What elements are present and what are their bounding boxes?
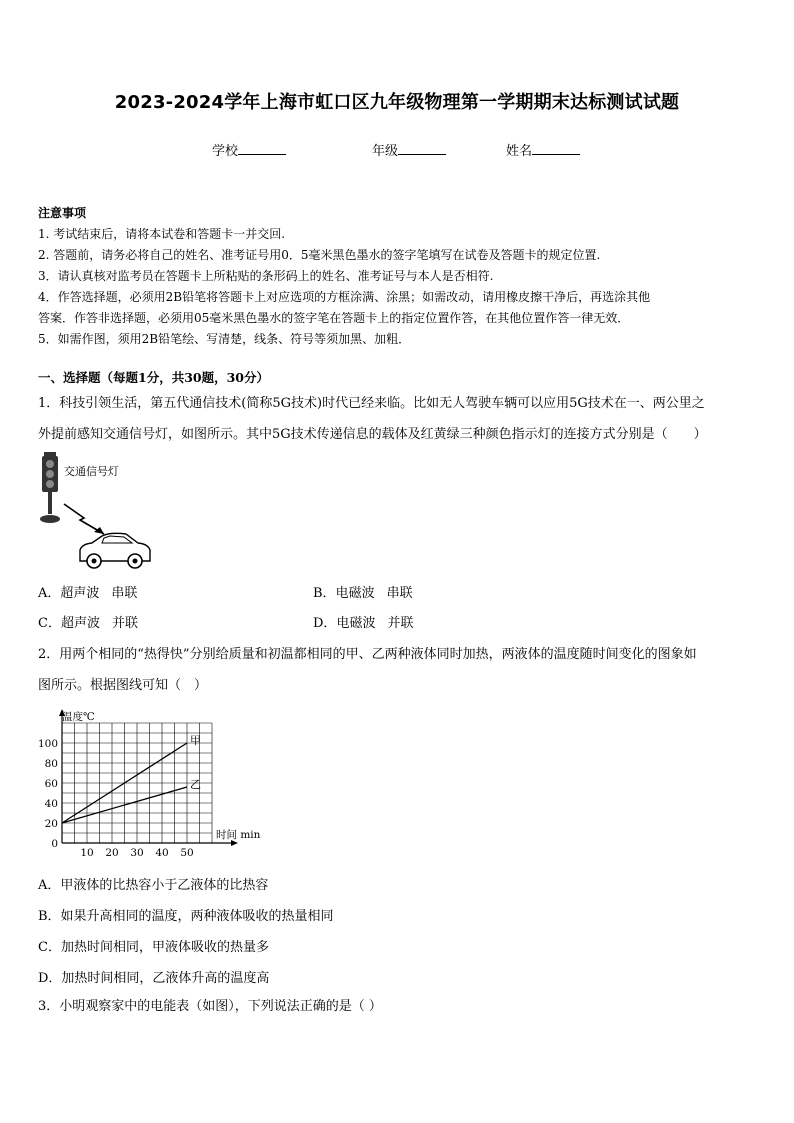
- q2-option-d[interactable]: D．加热时间相同，乙液体升高的温度高: [38, 971, 270, 986]
- school-blank[interactable]: [238, 142, 286, 155]
- question-2-line-2: 图所示。根据图线可知（ ）: [38, 678, 208, 693]
- note-item: 3．请认真核对监考员在答题卡上所粘贴的条形码上的姓名、准考证号与本人是否相符.: [38, 269, 494, 283]
- y-tick-label: 80: [44, 758, 58, 770]
- school-field[interactable]: [212, 140, 286, 159]
- x-tick-label: 30: [130, 847, 144, 859]
- note-item: 1. 考试结束后，请将本试卷和答题卡一并交回.: [38, 227, 286, 241]
- x-tick-label: 40: [155, 847, 169, 859]
- question-2: [38, 639, 770, 701]
- note-item: 5．如需作图，须用2B铅笔绘、写清楚，线条、符号等须加黑、加粗．: [38, 332, 411, 346]
- chart-ticks: [38, 738, 194, 859]
- question-3-line-1: 3．小明观察家中的电能表（如图），下列说法正确的是（ ）: [38, 999, 382, 1014]
- notes-heading: 注意事项: [38, 206, 87, 220]
- q2-option-a[interactable]: A．甲液体的比热容小于乙液体的比热容: [38, 878, 269, 893]
- series-label: 甲: [190, 734, 201, 747]
- school-label: 学校: [212, 144, 239, 159]
- name-field[interactable]: [506, 140, 580, 159]
- series-label: 乙: [190, 778, 201, 791]
- name-blank[interactable]: [532, 142, 580, 155]
- signal-bolt-icon: [64, 504, 104, 534]
- chart-series: [62, 734, 201, 823]
- grade-blank[interactable]: [398, 142, 446, 155]
- traffic-light-figure: [30, 448, 160, 573]
- q1-option-d[interactable]: D．电磁波 并联: [313, 616, 414, 631]
- page-title: 2023-2024学年上海市虹口区九年级物理第一学期期末达标测试试题: [114, 92, 680, 113]
- q2-option-c[interactable]: C．加热时间相同，甲液体吸收的热量多: [38, 940, 269, 955]
- question-1: [38, 388, 770, 450]
- y-axis-label: 温度℃: [62, 711, 95, 723]
- origin-label: 0: [51, 838, 58, 850]
- q1-option-a[interactable]: A．超声波 串联: [38, 586, 138, 601]
- car-icon: [80, 533, 150, 568]
- q2-option-b[interactable]: B．如果升高相同的温度，两种液体吸收的热量相同: [38, 909, 334, 924]
- grade-label: 年级: [372, 144, 399, 159]
- q1-option-c[interactable]: C．超声波 并联: [38, 616, 138, 631]
- note-item: 2. 答题前，请务必将自己的姓名、准考证号用0．5毫米黑色墨水的签字笔填写在试卷及答题卡的规定位置.: [38, 248, 601, 262]
- question-1-line-2: 外提前感知交通信号灯，如图所示。其中5G技术传递信息的载体及红黄绿三种颜色指示灯的连接方式分别是（ ）: [38, 427, 707, 442]
- question-3: [38, 991, 770, 1022]
- name-label: 姓名: [506, 144, 533, 159]
- y-tick-label: 60: [44, 778, 58, 790]
- q1-option-b[interactable]: B．电磁波 串联: [313, 586, 413, 601]
- x-tick-label: 10: [80, 847, 94, 859]
- section-heading: 一、选择题（每题1分，共30题，30分）: [38, 370, 269, 385]
- traffic-light-icon: [40, 452, 60, 523]
- x-tick-label: 50: [180, 847, 194, 859]
- y-tick-label: 40: [44, 798, 58, 810]
- x-axis-label: 时间 min: [216, 829, 261, 841]
- temperature-time-chart: [30, 708, 261, 860]
- x-tick-label: 20: [105, 847, 119, 859]
- y-tick-label: 20: [44, 818, 58, 830]
- y-tick-label: 100: [37, 738, 58, 750]
- grade-field[interactable]: [372, 140, 446, 159]
- chart-axes: [59, 709, 238, 846]
- figure-label: 交通信号灯: [64, 465, 119, 478]
- question-2-line-1: 2．用两个相同的“热得快”分别给质量和初温都相同的甲、乙两种液体同时加热，两液体的温度随时间变化的图象如: [38, 647, 697, 662]
- note-item: 答案．作答非选择题，必须用05毫米黑色墨水的签字笔在答题卡上的指定位置作答，在其他位置作答一律无效．: [38, 311, 630, 325]
- note-item: 4．作答选择题，必须用2B铅笔将答题卡上对应选项的方框涂满、涂黑；如需改动，请用橡皮擦干净后，再选涂其他: [38, 290, 651, 304]
- notes-block: [38, 203, 768, 350]
- question-1-line-1: 1．科技引领生活，第五代通信技术(简称5G技术)时代已经来临。比如无人驾驶车辆可以应用5G技术在一、两公里之: [38, 396, 705, 411]
